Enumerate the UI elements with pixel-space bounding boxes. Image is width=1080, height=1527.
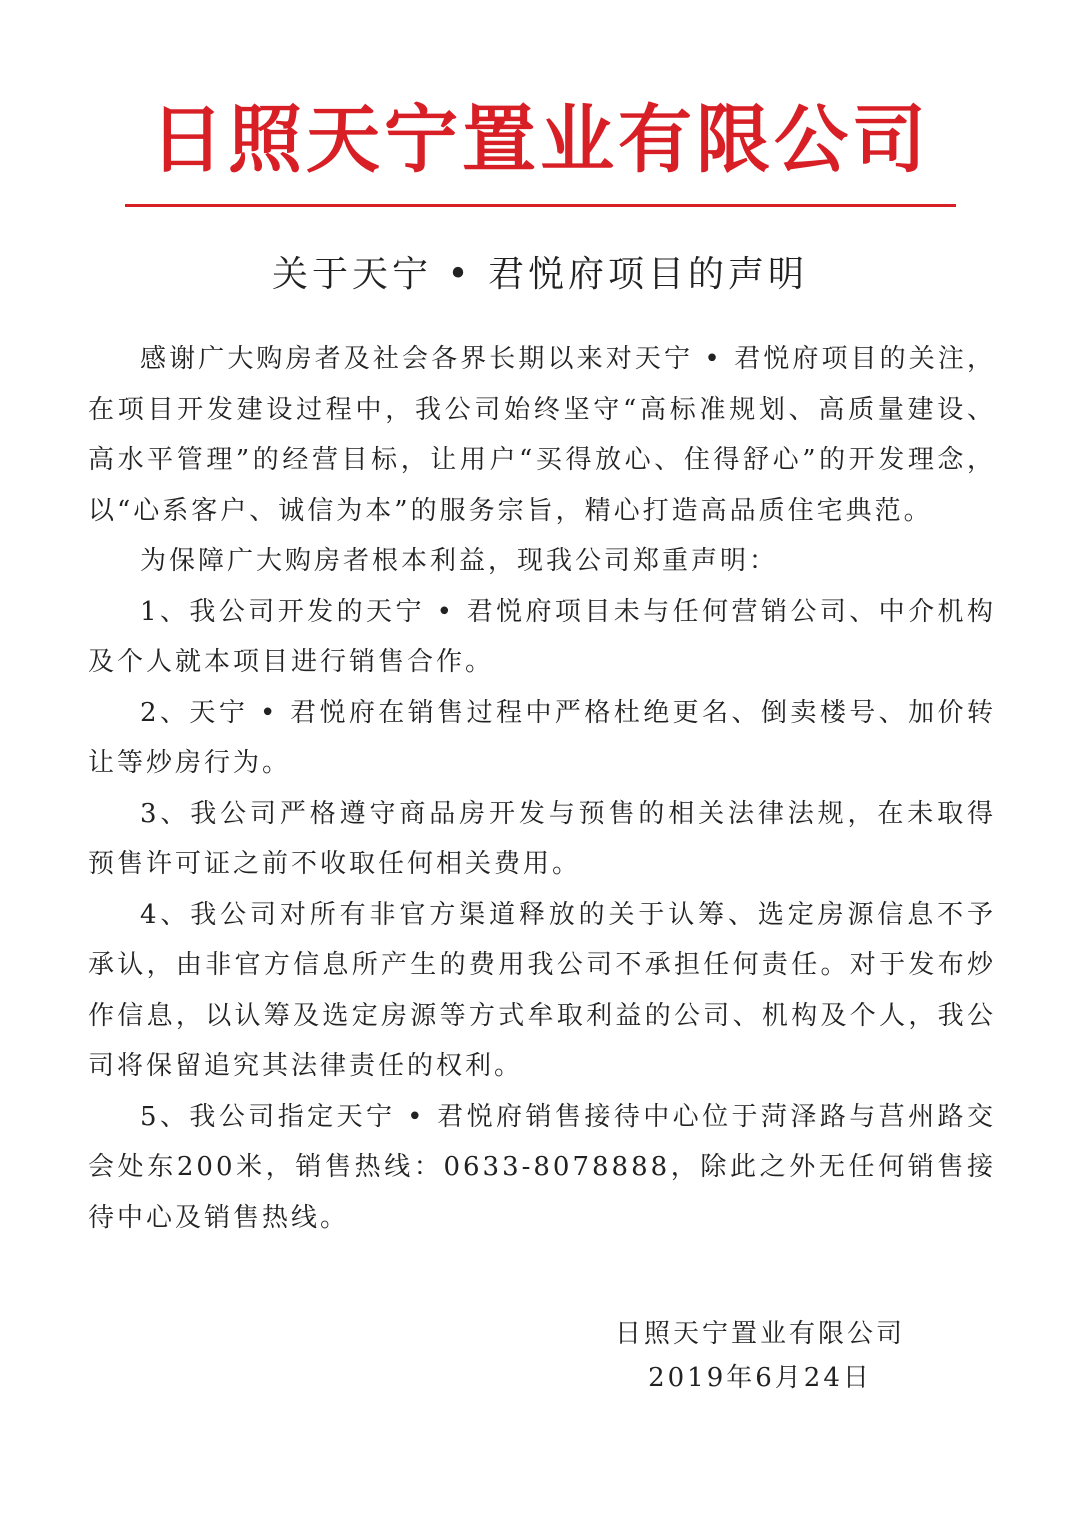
- declaration-item-2: 2、天宁 • 君悦府在销售过程中严格杜绝更名、倒卖楼号、加价转让等炒房行为。: [88, 697, 996, 778]
- document-title: 关于天宁 • 君悦府项目的声明: [271, 254, 809, 295]
- letterhead-company-name: 日照天宁置业有限公司: [150, 97, 930, 183]
- declaration-item-5: 5、我公司指定天宁 • 君悦府销售接待中心位于菏泽路与莒州路交会处东200米，销售热线：0633-8078888，除此之外无任何销售接待中心及销售热线。: [88, 1101, 996, 1233]
- declaration-item-3: 3、我公司严格遵守商品房开发与预售的相关法律法规，在未取得预售许可证之前不收取任何相关费用。: [88, 798, 996, 879]
- intro-paragraph: 感谢广大购房者及社会各界长期以来对天宁 • 君悦府项目的关注，在项目开发建设过程中，我公司始终坚守“高标准规划、高质量建设、高水平管理”的经营目标，让用户“买得放心、住得舒心”的开发理念，以“心系客户、诚信为本”的服务宗旨，精心打造高品质住宅典范。: [88, 344, 996, 526]
- signature-date: 2019年6月24日: [648, 1363, 872, 1393]
- declaration-item-1: 1、我公司开发的天宁 • 君悦府项目未与任何营销公司、中介机构及个人就本项目进行销售合作。: [88, 596, 996, 677]
- signature-block: [540, 1312, 980, 1400]
- declaration-item-4: 4、我公司对所有非官方渠道释放的关于认筹、选定房源信息不予承认，由非官方信息所产生的费用我公司不承担任何责任。对于发布炒作信息，以认筹及选定房源等方式牟取利益的公司、机构及个人，我公司将保留追究其法律责任的权利。: [88, 899, 996, 1081]
- declaration-lead: 为保障广大购房者根本利益，现我公司郑重声明：: [140, 546, 779, 576]
- letterhead-divider: [125, 204, 956, 207]
- signature-company: 日照天宁置业有限公司: [614, 1319, 905, 1349]
- document-body: [88, 334, 996, 1243]
